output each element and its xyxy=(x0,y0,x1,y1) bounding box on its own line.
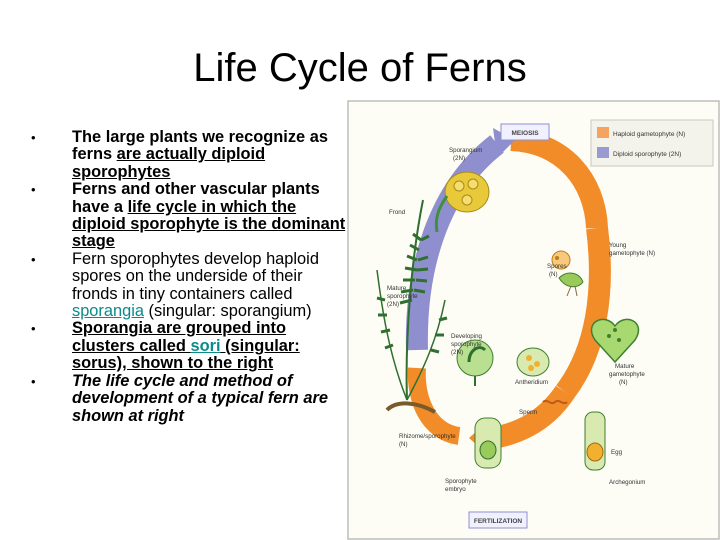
meiosis-box xyxy=(501,124,549,140)
bullet-list xyxy=(26,129,348,425)
mature-gametophyte-label: Mature gametophyte (N) xyxy=(609,363,645,386)
slide-title: Life Cycle of Ferns xyxy=(193,46,527,90)
sporophyte-embryo-label: Sporophyte embryo xyxy=(445,478,477,493)
diploid-legend-label: Diploid sporophyte (2N) xyxy=(613,151,682,158)
bullet-text-segment: are actually diploid sporophytes xyxy=(72,145,266,181)
meiosis-label: MEIOSIS xyxy=(511,130,539,137)
bullet-item xyxy=(26,181,348,251)
bullet-item xyxy=(26,320,348,372)
fern-life-cycle-diagram xyxy=(347,100,720,540)
bullet-item xyxy=(26,373,348,425)
bullet-marker: • xyxy=(31,251,36,267)
egg-label: Egg xyxy=(611,449,623,456)
antheridium-illustration xyxy=(517,348,549,376)
bullet-item xyxy=(26,251,348,321)
diagram-frame xyxy=(348,101,719,539)
sperm-label: Sperm xyxy=(519,409,538,416)
bullet-text-segment[interactable]: sporangia xyxy=(72,302,144,321)
bullet-text-segment[interactable]: sori xyxy=(190,336,221,355)
archegonium-illustration xyxy=(585,412,605,470)
frond-label: Frond xyxy=(389,209,406,216)
bullet-item xyxy=(26,129,348,181)
sporophyte-embryo-illustration xyxy=(475,418,501,468)
bullet-text-segment: (singular: sporangium) xyxy=(144,302,312,321)
antheridium-label: Antheridium xyxy=(515,379,549,386)
archegonium-label: Archegonium xyxy=(609,479,646,486)
bullet-marker: • xyxy=(31,321,36,337)
bullet-text-segment: Fern sporophytes develop haploid spores on the underside of their fronds in tiny containers called xyxy=(72,249,319,303)
developing-sporophyte-label: Developing sporophyte (2N) xyxy=(451,333,482,356)
mature-sporophyte-label: Mature sporophyte (2N) xyxy=(387,285,418,308)
bullet-text-segment: Sporangia are grouped into clusters called xyxy=(72,319,287,355)
bullet-marker: • xyxy=(31,130,36,145)
bullet-text-segment: The large plants we recognize as ferns xyxy=(72,128,328,164)
haploid-legend-label: Haploid gametophyte (N) xyxy=(613,131,686,138)
young-gametophyte-label: Young gametophyte (N) xyxy=(609,242,656,257)
bullet-text-segment: (singular: sorus), shown to the right xyxy=(72,336,300,373)
fertilization-label: FERTILIZATION xyxy=(473,518,523,525)
diagram-legend xyxy=(591,120,713,166)
bullet-text-segment: The life cycle and method of development of a typical fern are shown at right xyxy=(72,371,328,425)
sporangium-label: Sporangium (2N) xyxy=(449,147,483,162)
fertilization-box xyxy=(469,512,527,528)
bullet-marker: • xyxy=(31,182,36,198)
bullet-text-segment: life cycle in which the diploid sporophyte is the dominant stage xyxy=(72,197,346,251)
diploid-swatch xyxy=(597,147,609,158)
spores-label: Spores (N) xyxy=(547,263,567,278)
bullet-text-segment: Ferns and other vascular plants have a xyxy=(72,180,320,216)
bullet-marker: • xyxy=(31,373,36,389)
haploid-swatch xyxy=(597,127,609,138)
rhizome-label: Rhizome/sporophyte (N) xyxy=(399,433,456,448)
